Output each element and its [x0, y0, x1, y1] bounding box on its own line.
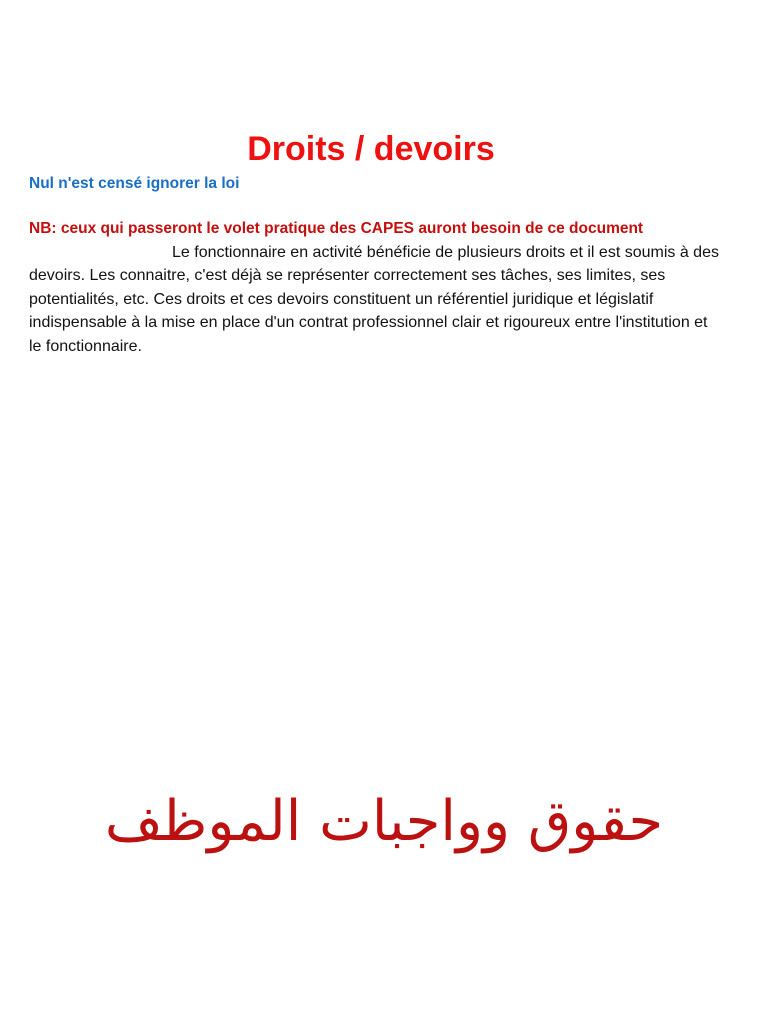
arabic-title: حقوق وواجبات الموظف — [104, 789, 664, 854]
nb-note: NB: ceux qui passeront le volet pratique des CAPES auront besoin de ce document — [29, 220, 644, 237]
body-paragraph: Le fonctionnaire en activité bénéficie de plusieurs droits et il est soumis à des devoirs. Les connaitre, c'est déjà se représenter correctement ses tâches, ses limites, ses potentialités, etc. Ces droits et ces devoirs constituent un référentiel juridique et législatif indispensable à la mise en place d'un contrat professionnel clair et rigoureux entre l'institution et le fonctionnaire. — [29, 244, 719, 355]
document-subtitle: Nul n'est censé ignorer la loi — [29, 175, 240, 192]
document-title: Droits / devoirs — [247, 130, 495, 168]
